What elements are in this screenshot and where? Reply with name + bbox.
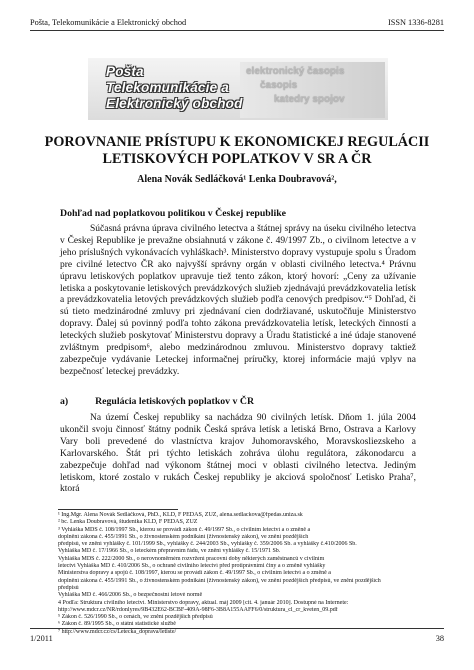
footnote-divider [58, 509, 178, 510]
footnote-line: 4 Podľa: Struktura civilního letectví. Ministerstvo dopravy, aktual. máj 2009 [cit. 4. január 2010]. Dostupné na Internete: [58, 599, 349, 606]
banner-subtitle-2: časopis [260, 80, 298, 91]
section-body [60, 224, 416, 379]
article-title-line-2: LETISKOVÝCH POPLATKOV V SR A ČR [102, 151, 372, 167]
journal-name: Pošta, Telekomunikácie a Elektronický obchod [30, 18, 187, 27]
footnote-line: ¹ Ing.Mgr. Alena Novák Sedláčková, PhD., KLD, F PEDAS, ŽUŽ, alena.sedlackova@fpedas.uniza.sk [58, 512, 303, 518]
footnote-line: Ministerstva dopravy a spojů č. 108/1997, kterou se provádí zákon č. 49/1997 Sb., o civilním letectví a o změně a [58, 570, 331, 577]
footnote-line: doplnění zákona č. 455/1991 Sb., o živnostenském podnikání (živnostenský zákon), ve znění pozdějších [58, 533, 309, 540]
footnote-line: Vyhláška MD č. 17/1966 Sb., o leteckém přepravním řádu, ve znění vyhlášky č. 15/1971 Sb. [58, 548, 281, 555]
article-title-line-1: POROVNANIE PRÍSTUPU K EKONOMICKEJ REGULÁCII [44, 134, 430, 150]
footer-divider [30, 628, 444, 629]
footnote-line: Vyhláška MD č. 466/2006 Sb., o bezpečnostní letové normě [58, 592, 203, 599]
journal-logo-banner [88, 58, 388, 120]
header-divider [30, 30, 444, 31]
footnote-line: ³ Vyhláška MDS č. 108/1997 Sb., kterou se provádí zákon č. 49/1997 Sb., o civilním letectví a o změně a [58, 526, 311, 533]
page-number: 38 [435, 634, 444, 643]
footnote-line: letectví Vyhláška MD č. 410/2006 Sb., o ochraně civilního letectví před protiprávními činy a o změně vyhlášky [58, 563, 326, 570]
subsection-heading [60, 396, 254, 407]
footnote-line: ⁵ Zákon č. 526/1990 Sb., o cenách, ve znění pozdějších předpisů [58, 614, 213, 621]
footnote-line: ⁶ Zákon č. 89/1995 Sb., o státní statistické službě [58, 621, 176, 628]
footnote-line: předpisů [58, 584, 79, 591]
subsection-body [60, 413, 416, 496]
footnotes [58, 512, 418, 636]
subsection-marker: a) [60, 396, 69, 407]
subsection-title: Regulácia letiskových poplatkov v ČR [95, 396, 255, 407]
section-heading: Dohľad nad poplatkovou politikou v Českej republike [60, 208, 286, 219]
article-title [40, 134, 434, 168]
footnote-line: ² bc. Lenka Doubravová, študentka KLD, F PEDAS, ŽUŽ [58, 519, 198, 526]
footnote-link[interactable]: ⁷ http://www.mdcr.cz/cs/Letecka_doprava/letiste/ [58, 628, 177, 635]
issue-number: 1/2011 [30, 634, 53, 643]
issn-number: ISSN 1336-8281 [387, 18, 444, 27]
footnote-line: doplnění zákona č. 455/1991 Sb., o živnostenském podnikání (živnostenský zákon), ve znění pozdějších předpisů, ve znění pozdějších [58, 577, 381, 584]
banner-subtitle-3: katedry spojov [274, 94, 345, 105]
banner-title-line-3: Elektronický obchod [106, 96, 243, 111]
paragraph: Súčasná právna úprava civilného letectva a štátnej správy na úseku civilného letectva v Českej Republike je prevažne obsiahnutá v zákone č. 49/1997 Zb., o civilnom letectve a v jeho príslušných vykonávacích vyhláškach³. Ministerstvo dopravy vystupuje spolu s Úradom pre civilné letectvo ČR ako najvyšší správny orgán v oblasti civilného letectva.⁴ Právnu úpravu letiskových poplatkov upravuje tiež tento zákon, ktorý hovorí: „Ceny za užívanie letiska a poskytovanie letiskových prevádzkových služieb zjednávajú prevádzkovatelia letísk a prevádzkovatelia letových prevádzkových služieb podľa cenových predpisov.“⁵ Dohľad, či sú tieto medzinárodné zmluvy pri zjednávaní cien dodržiavané, uskutočňuje Ministerstvo dopravy. Ďalej sú povinný podľa tohto zákona prevádzkovatelia letísk, leteckých činností a leteckých služieb poskytovať Ministerstvu dopravy a Úradu štatistické a iné údaje stanovené zvláštnym predpisom⁶, alebo medzinárodnou zmluvou. Ministerstvo dopravy taktiež zabezpečuje vydávanie Leteckej informačnej príručky, ktorej informácie majú vplyv na bezpečnosť leteckej prevádzky. [60, 224, 416, 377]
article-authors: Alena Novák Sedláčková¹ Lenka Doubravová², [137, 174, 337, 185]
footnote-line: předpisů, ve znění vyhlášky č. 101/1999 Sb., vyhlášky č. 244/2003 Sb., vyhlášky č. 359/2006 Sb. a vyhlášky č.410/2006 Sb. [58, 541, 357, 548]
banner-title-line-2: Telekomunikácie a [106, 80, 229, 95]
footnote-line: Vyhláška MDS č. 222/2000 Sb., o nerovnoměrném rozvržení pracovní doby některých zaměstnanců v civilním [58, 555, 325, 562]
footnote-link[interactable]: http://www.mdcr.cz/NR/rdonlyres/9B432E62-BCBF-409A-98F6-3B8A155AAFF6/0/struktura_cl_cr_kveten_09.pdf [58, 606, 338, 613]
banner-title-line-1: Pošta [106, 64, 144, 79]
paragraph: Na území Českej republiky sa nachádza 90 civilných letísk. Dňom 1. júla 2004 ukončil svoju činnosť štátny podnik Česká správa letísk a letiská Brno, Ostrava a Karlovy Vary boli prevedené do vlastníctva krajov Juhomoravského, Moravskosliezskeho a Karlovarského. Štát pri týchto letiskách zohráva úlohu regulátora, zákonodarcu a zabezpečuje dohľad nad výkonom štátnej moci v oblasti civilného letectva. Jediným letiskom, ktoré zostalo v rukách Českej republiky je akciová spoločnosť Letisko Praha⁷, ktorá [60, 413, 416, 495]
banner-subtitle-1: elektronický časopis [246, 66, 345, 77]
